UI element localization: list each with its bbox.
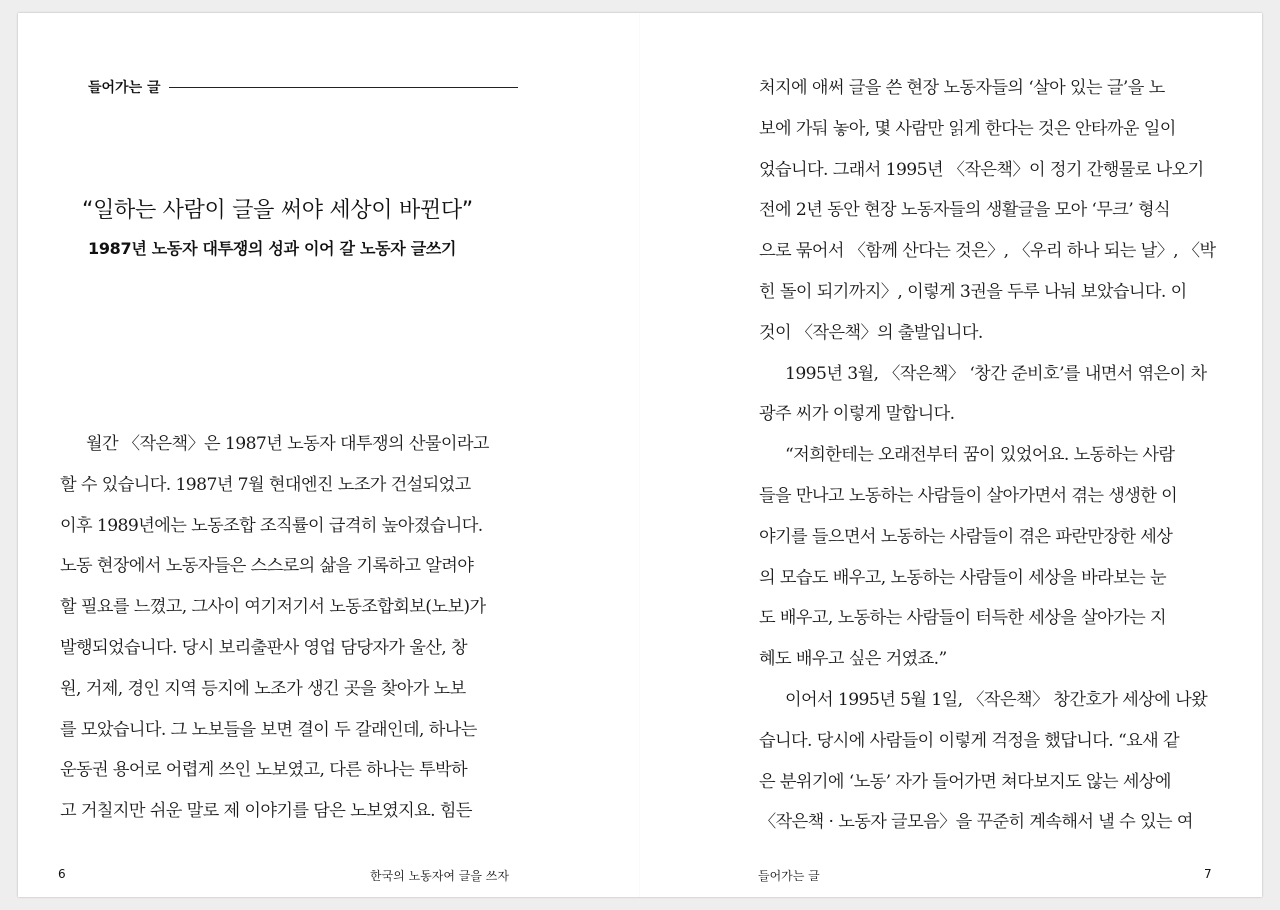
book-spread: [18, 13, 1262, 897]
body-line: “저희한테는 오래전부터 꿈이 있었어요. 노동하는 사람: [785, 445, 1175, 466]
body-line: 들을 만나고 노동하는 사람들이 살아가면서 겪는 생생한 이: [759, 485, 1178, 506]
body-line: 월간 〈작은책〉은 1987년 노동자 대투쟁의 산물이라고: [86, 434, 489, 454]
page-number: 6: [58, 867, 66, 881]
section-header: [88, 77, 518, 97]
right-page: [640, 13, 1262, 897]
body-line: 이후 1989년에는 노동조합 조직률이 급격히 높아졌습니다.: [60, 515, 483, 536]
body-line: 전에 2년 동안 현장 노동자들의 생활글을 모아 ‘무크’ 형식: [759, 200, 1171, 221]
body-line: 할 필요를 느꼈고, 그사이 여기저기서 노동조합회보(노보)가: [60, 597, 486, 618]
body-line: 처지에 애써 글을 쓴 현장 노동자들의 ‘살아 있는 글’을 노: [759, 78, 1165, 98]
right-body-text: [759, 68, 1217, 843]
body-line: 고 거칠지만 쉬운 말로 제 이야기를 담은 노보였지요. 힘든: [60, 801, 472, 822]
chapter-title: “일하는 사람이 글을 써야 세상이 바뀐다”: [82, 198, 473, 223]
left-body-text: [60, 424, 517, 832]
section-header-label: 들어가는 글: [88, 80, 161, 96]
body-line: 노동 현장에서 노동자들은 스스로의 삶을 기록하고 알려야: [60, 556, 474, 577]
body-line: 의 모습도 배우고, 노동하는 사람들이 세상을 바라보는 눈: [759, 567, 1166, 588]
chapter-subtitle: 1987년 노동자 대투쟁의 성과 이어 갈 노동자 글쓰기: [88, 239, 457, 258]
body-line: 〈작은책 · 노동자 글모음〉을 꾸준히 계속해서 낼 수 있는 여: [759, 812, 1193, 833]
running-footer: 한국의 노동자여 글을 쓰자: [370, 869, 509, 883]
body-line: 으로 묶어서 〈함께 산다는 것은〉, 〈우리 하나 되는 날〉, 〈박: [759, 241, 1216, 262]
body-line: 원, 거제, 경인 지역 등지에 노조가 생긴 곳을 찾아가 노보: [60, 678, 466, 699]
body-line: 운동권 용어로 어렵게 쓰인 노보였고, 다른 하나는 투박하: [60, 760, 467, 781]
section-header-rule: [169, 87, 519, 88]
body-line: 보에 가둬 놓아, 몇 사람만 읽게 한다는 것은 안타까운 일이: [759, 118, 1176, 139]
body-line: 었습니다. 그래서 1995년 〈작은책〉이 정기 간행물로 나오기: [759, 159, 1204, 180]
running-footer: 들어가는 글: [758, 869, 820, 883]
body-line: 이어서 1995년 5월 1일, 〈작은책〉 창간호가 세상에 나왔: [785, 689, 1208, 710]
body-line: 습니다. 당시에 사람들이 이렇게 걱정을 했답니다. “요새 같: [759, 730, 1180, 751]
body-line: 것이 〈작은책〉의 출발입니다.: [759, 322, 983, 343]
body-line: 1995년 3월, 〈작은책〉 ‘창간 준비호’를 내면서 엮은이 차: [785, 363, 1207, 384]
body-line: 힌 돌이 되기까지〉, 이렇게 3권을 두루 나눠 보았습니다. 이: [759, 281, 1187, 302]
page-number: 7: [1204, 867, 1212, 881]
left-page: [18, 13, 640, 897]
body-line: 할 수 있습니다. 1987년 7월 현대엔진 노조가 건설되었고: [60, 474, 471, 495]
body-line: 발행되었습니다. 당시 보리출판사 영업 담당자가 울산, 창: [60, 637, 467, 658]
body-line: 은 분위기에 ‘노동’ 자가 들어가면 쳐다보지도 않는 세상에: [759, 771, 1171, 792]
body-line: 를 모았습니다. 그 노보들을 보면 결이 두 갈래인데, 하나는: [60, 719, 477, 740]
body-line: 야기를 들으면서 노동하는 사람들이 겪은 파란만장한 세상: [759, 526, 1173, 547]
body-line: 혜도 배우고 싶은 거였죠.”: [759, 649, 947, 670]
body-line: 광주 씨가 이렇게 말합니다.: [759, 404, 955, 425]
body-line: 도 배우고, 노동하는 사람들이 터득한 세상을 살아가는 지: [759, 608, 1166, 629]
